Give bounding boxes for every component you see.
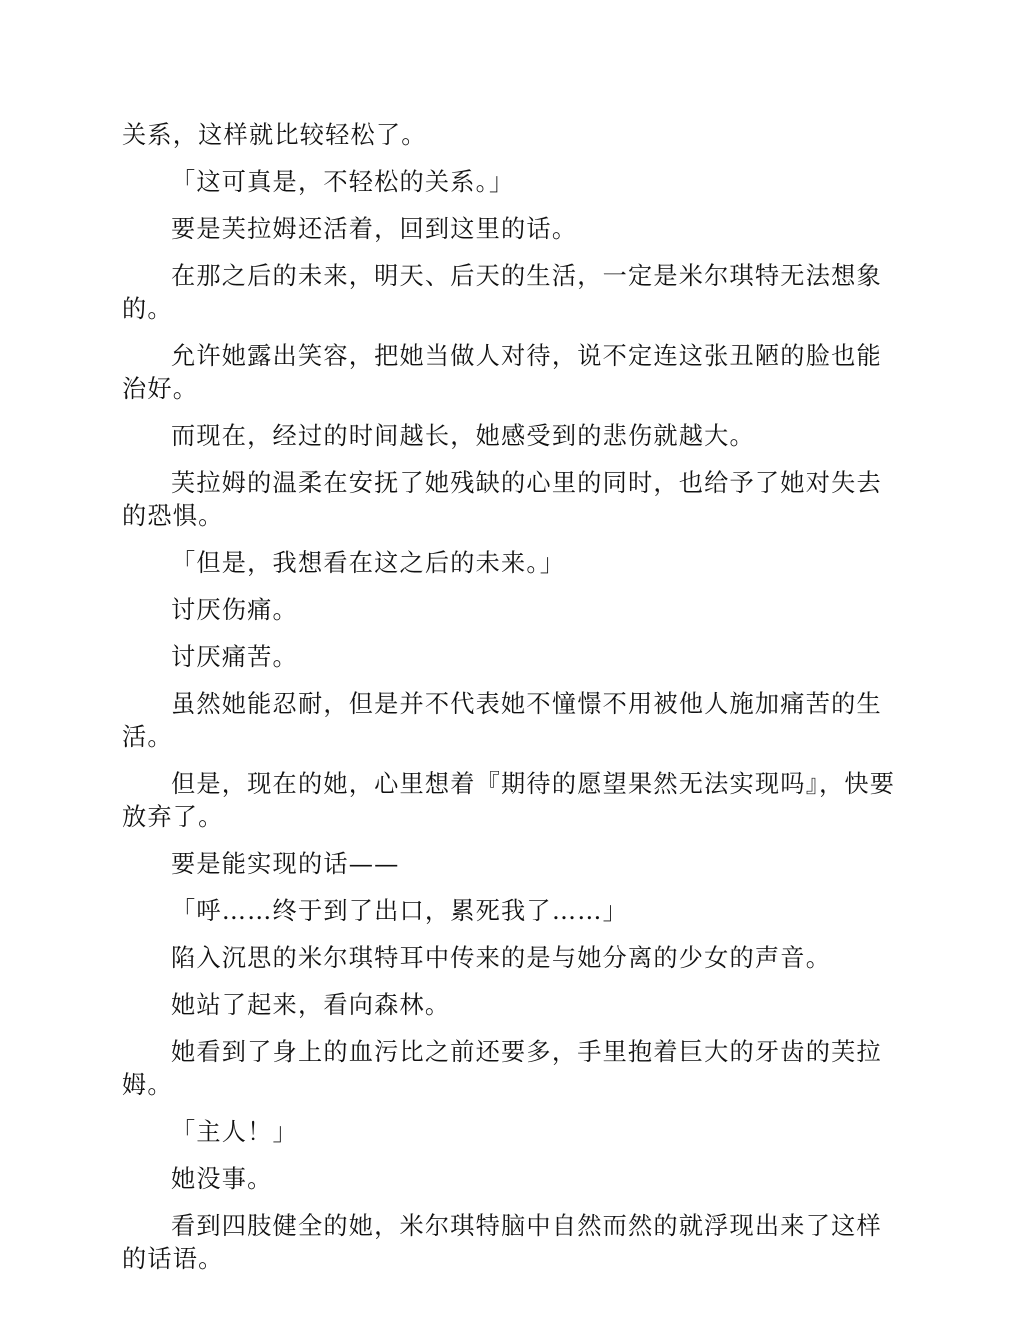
- paragraph: 要是芙拉姆还活着，回到这里的话。: [171, 215, 578, 243]
- text-body: [122, 119, 902, 1290]
- paragraph: 虽然她能忍耐，但是并不代表她不憧憬不用被他人施加痛苦的生活。: [122, 690, 882, 751]
- paragraph: 讨厌痛苦。: [171, 643, 298, 671]
- paragraph: 她看到了身上的血污比之前还要多，手里抱着巨大的牙齿的芙拉姆。: [122, 1038, 882, 1099]
- paragraph: 允许她露出笑容，把她当做人对待，说不定连这张丑陋的脸也能治好。: [122, 342, 882, 403]
- paragraph: 她站了起来，看向森林。: [171, 991, 451, 1019]
- paragraph: 但是，现在的她，心里想着『期待的愿望果然无法实现吗』，快要放弃了。: [122, 770, 896, 831]
- paragraph: 而现在，经过的时间越长，她感受到的悲伤就越大。: [171, 422, 755, 450]
- paragraph: 在那之后的未来，明天、后天的生活，一定是米尔琪特无法想象的。: [122, 262, 882, 323]
- paragraph: 要是能实现的话——: [171, 850, 400, 878]
- dialogue-line: 「这可真是，不轻松的关系。」: [171, 168, 515, 196]
- paragraph: 讨厌伤痛。: [171, 596, 298, 624]
- paragraph: 陷入沉思的米尔琪特耳中传来的是与她分离的少女的声音。: [171, 944, 832, 972]
- dialogue-line: 「主人！」: [171, 1118, 298, 1146]
- paragraph: 芙拉姆的温柔在安抚了她残缺的心里的同时，也给予了她对失去的恐惧。: [122, 469, 882, 530]
- dialogue-line: 「但是，我想看在这之后的未来。」: [171, 549, 566, 577]
- paragraph: 看到四肢健全的她，米尔琪特脑中自然而然的就浮现出来了这样的话语。: [122, 1212, 882, 1273]
- paragraph: 她没事。: [171, 1165, 273, 1193]
- dialogue-line: 「呼……终于到了出口，累死我了……」: [171, 897, 628, 925]
- paragraph: 关系，这样就比较轻松了。: [122, 121, 427, 149]
